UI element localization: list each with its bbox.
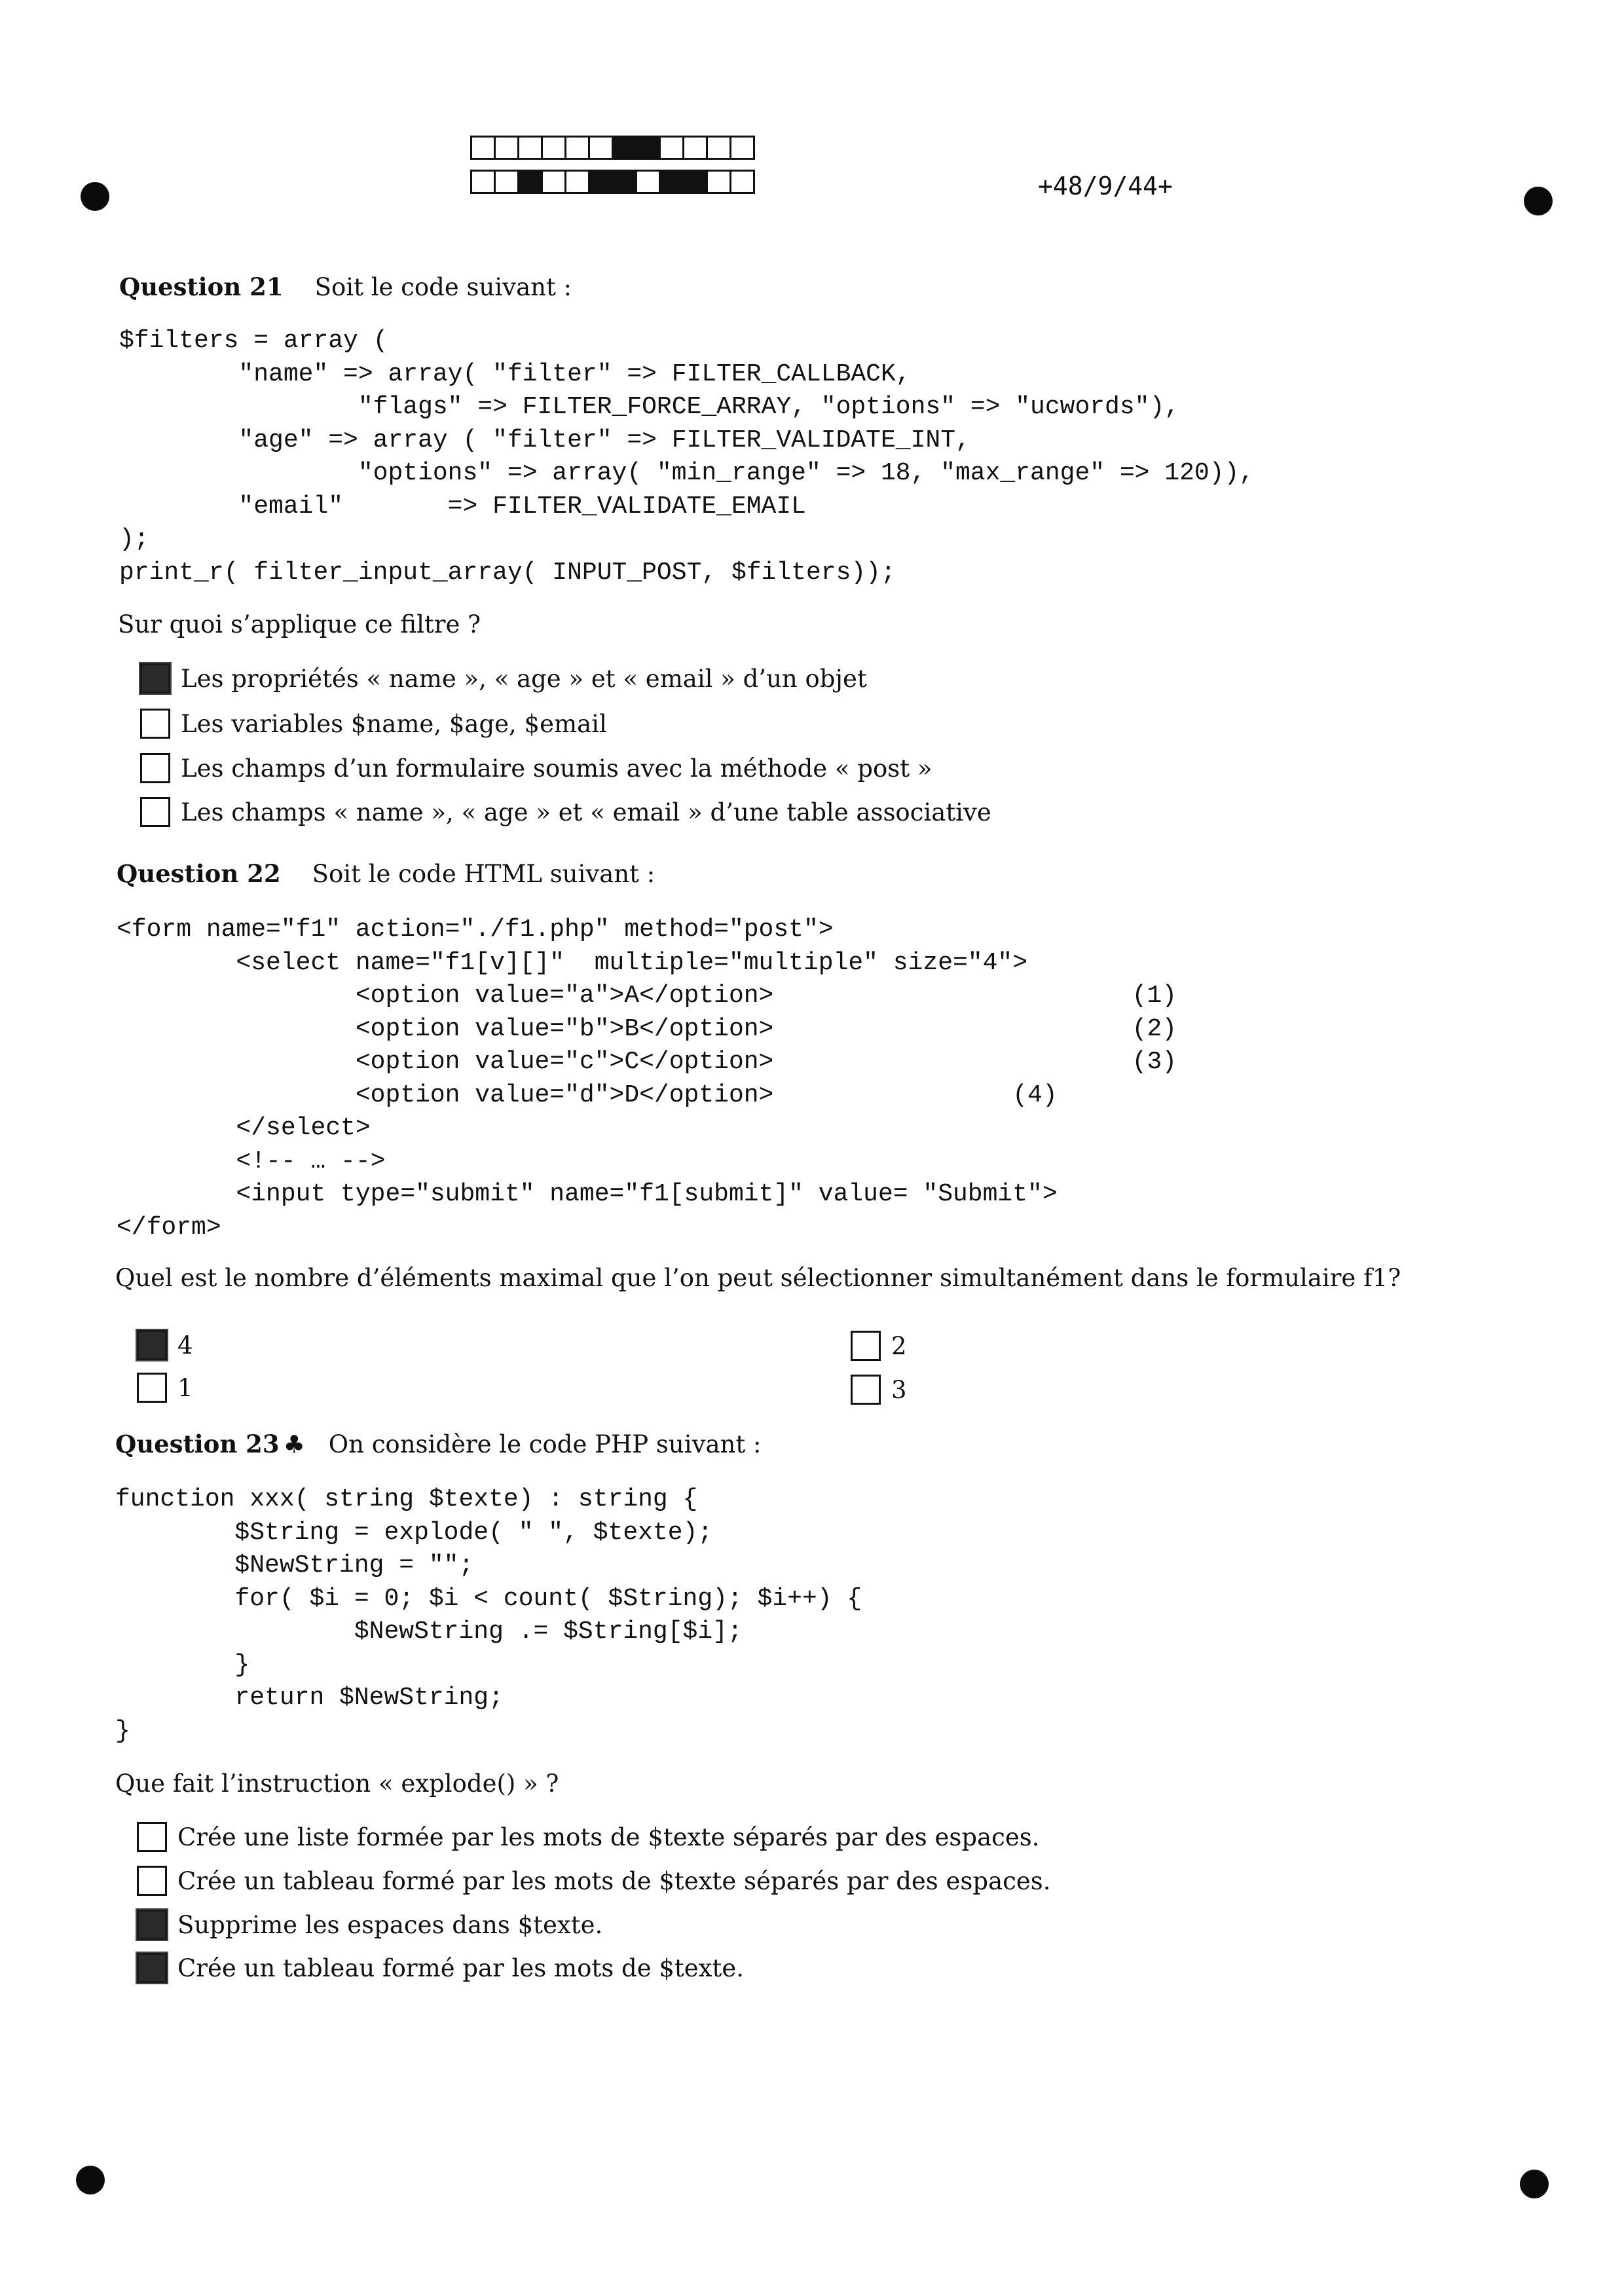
barcode-cell [729,136,755,160]
q23-option-3[interactable] [137,1910,602,1940]
barcode-cell [494,170,519,194]
answer-checkbox[interactable] [137,1866,167,1896]
answer-label: Supprime les espaces dans $texte. [177,1910,603,1939]
q22-option-2[interactable] [851,1331,907,1361]
question-21-code: $filters = array ( "name" => array( "filter" => FILTER_CALLBACK, "flags" => FILTER_FORCE_ARRAY, "options" => "ucwords"), "age" => array ( "filter" => FILTER_VALIDATE_INT, "options" => array( "min_range" => 18, "max_range" => 120)), "email" => FILTER_VALIDATE_EMAIL ); print_r( filter_input_array( INPUT_POST, $filters)); [119,327,1255,587]
answer-checkbox[interactable] [140,709,170,739]
answer-label: Les propriétés « name », « age » et « email » d’un objet [181,664,867,693]
barcode-cell [494,136,519,160]
answer-label: 1 [177,1373,193,1402]
question-23-title [115,1430,761,1458]
q22-option-1[interactable] [137,1330,193,1360]
question-22-title [117,859,655,888]
barcode-cell [470,170,496,194]
q23-option-4[interactable] [137,1953,744,1983]
answer-checkbox[interactable] [137,1910,167,1940]
barcode-cell [706,136,731,160]
answer-checkbox[interactable] [137,1373,167,1403]
sheet-code: +48/9/44+ [1038,172,1173,200]
question-intro: On considère le code PHP suivant : [328,1430,762,1458]
question-22-prompt: Quel est le nombre d’éléments maximal que l’on peut sélectionner simultanément dans le formulaire f1? [115,1264,1401,1292]
answer-checkbox[interactable] [140,663,170,694]
q23-option-2[interactable] [137,1866,1051,1896]
answer-label: Les champs « name », « age » et « email » d’une table associative [181,798,991,826]
barcode-cell [635,136,661,160]
question-number: Question 21 [119,272,284,301]
barcode-row-1 [470,136,753,160]
answer-label: Les champs d’un formulaire soumis avec la méthode « post » [181,754,932,783]
barcode-cell [659,136,684,160]
registration-mark-top-right [1524,187,1553,215]
answer-label: 3 [891,1375,907,1404]
answer-label: Les variables $name, $age, $email [181,709,607,738]
answer-checkbox[interactable] [851,1375,881,1405]
barcode-cell [612,170,637,194]
barcode-cell [564,170,590,194]
q21-option-3[interactable] [140,753,932,783]
question-number: Question 23 [115,1430,280,1458]
question-intro: Soit le code HTML suivant : [312,860,655,888]
barcode-cell [682,136,708,160]
question-number: Question 22 [117,859,281,888]
answer-checkbox[interactable] [140,797,170,827]
answer-label: Crée un tableau formé par les mots de $texte séparés par des espaces. [177,1866,1051,1895]
barcode-cell [588,170,614,194]
q21-option-1[interactable] [140,663,867,694]
barcode-cell [635,170,661,194]
answer-checkbox[interactable] [137,1330,167,1360]
barcode-cell [564,136,590,160]
club-icon: ♣ [283,1430,305,1458]
barcode-row-2 [470,170,753,194]
answer-label: Crée un tableau formé par les mots de $texte. [177,1953,745,1982]
q22-option-3[interactable] [137,1373,193,1403]
answer-label: Crée une liste formée par les mots de $texte séparés par des espaces. [177,1823,1040,1851]
registration-mark-bottom-left [76,2166,105,2194]
question-23-prompt: Que fait l’instruction « explode() » ? [115,1769,559,1798]
barcode-cell [659,170,684,194]
barcode-cell [682,170,708,194]
barcode-cell [612,136,637,160]
q23-option-1[interactable] [137,1822,1040,1852]
barcode-cell [470,136,496,160]
answer-checkbox[interactable] [137,1822,167,1852]
barcode-cell [706,170,731,194]
q21-option-2[interactable] [140,709,607,739]
registration-mark-bottom-right [1520,2170,1549,2198]
barcode-cell [588,136,614,160]
q22-option-4[interactable] [851,1375,907,1405]
answer-label: 4 [177,1331,193,1360]
answer-checkbox[interactable] [140,753,170,783]
question-22-code: <form name="f1" action="./f1.php" method="post"> <select name="f1[v][]" multiple="multiple" size="4"> <option value="a">A</option> (1) <option value="b">B</option> (2) <option value="c">C</option> (3) <option value="d">D</option> (4) </select> <!-- … --> <input type="submit" name="f1[submit]" value= "Submit"> </form> [117,916,1177,1242]
question-23-code: function xxx( string $texte) : string { $String = explode( " ", $texte); $NewString = ""; for( $i = 0; $i < count( $String); $i++) { $NewString .= $String[$i]; } return $NewString; } [115,1485,862,1745]
barcode-cell [517,170,543,194]
question-intro: Soit le code suivant : [314,273,572,301]
question-21-title [119,272,572,301]
registration-mark-top-left [81,182,109,211]
q21-option-4[interactable] [140,797,991,827]
answer-label: 2 [891,1331,907,1360]
question-21-prompt: Sur quoi s’applique ce filtre ? [118,610,481,639]
barcode-cell [729,170,755,194]
answer-checkbox[interactable] [851,1331,881,1361]
barcode-cell [541,136,566,160]
barcode-cell [517,136,543,160]
barcode-cell [541,170,566,194]
answer-checkbox[interactable] [137,1953,167,1983]
